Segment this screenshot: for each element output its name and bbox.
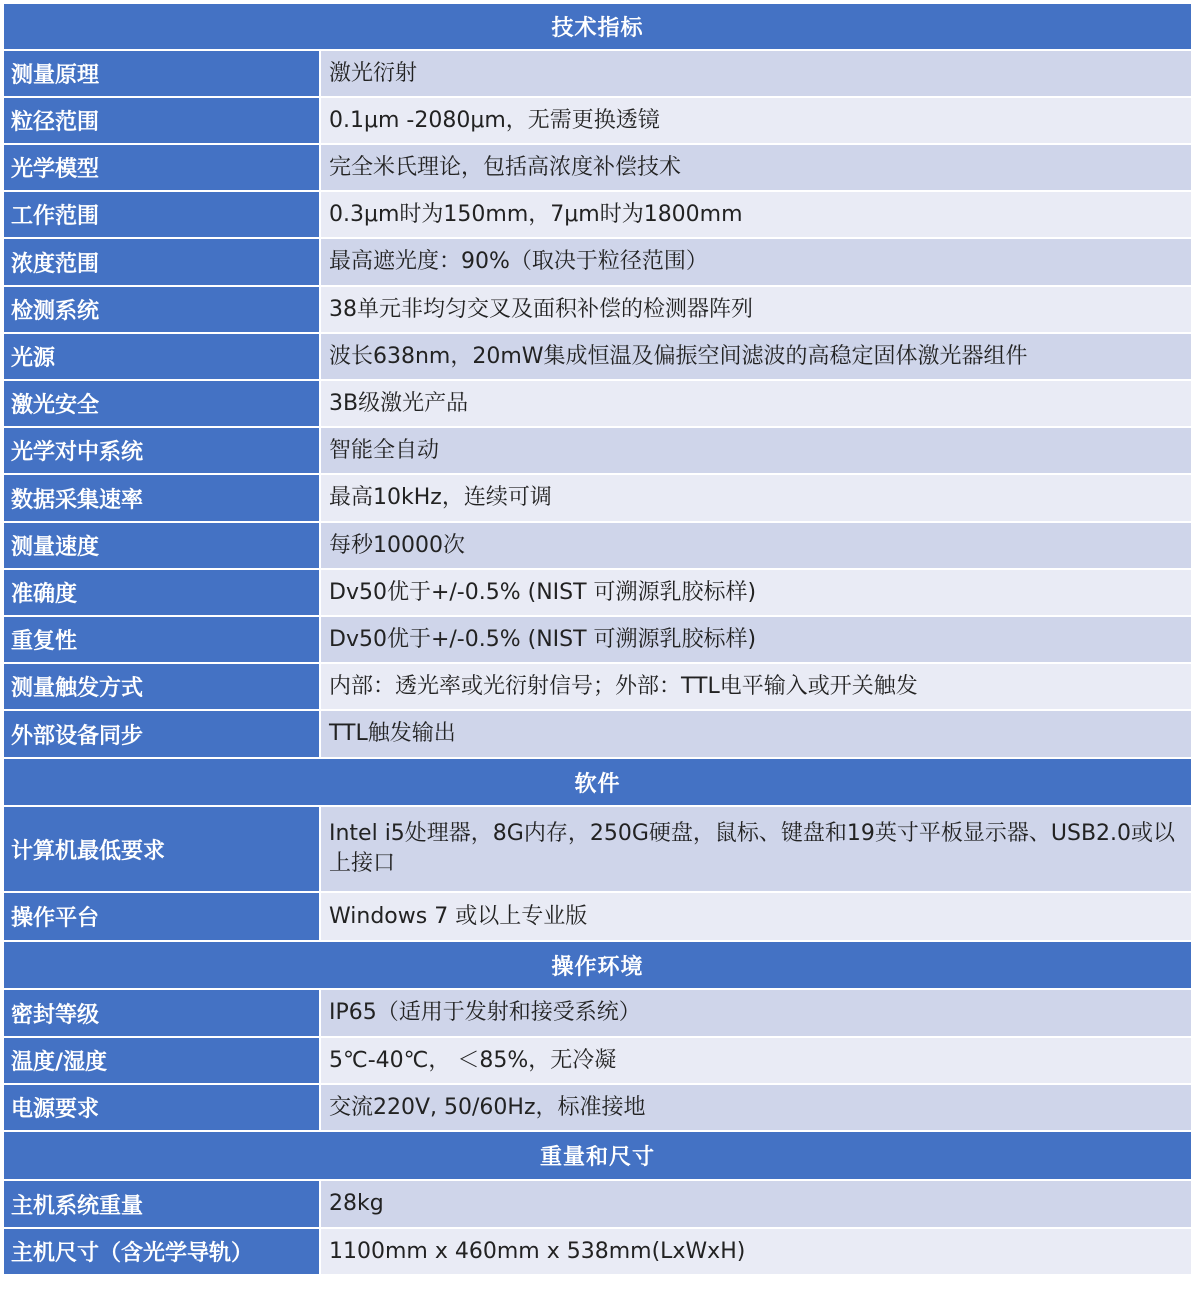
row-value: TTL触发输出 xyxy=(320,710,1192,758)
row-value: 交流220V, 50/60Hz，标准接地 xyxy=(320,1084,1192,1131)
row-label: 主机尺寸（含光学导轨） xyxy=(3,1228,320,1275)
table-row xyxy=(3,474,1192,522)
row-label: 密封等级 xyxy=(3,989,320,1037)
table-row xyxy=(3,989,1192,1037)
row-value: 最高10kHz，连续可调 xyxy=(320,474,1192,522)
row-value: 0.1μm -2080μm，无需更换透镜 xyxy=(320,97,1192,144)
table-row xyxy=(3,144,1192,191)
row-value: Intel i5处理器，8G内存，250G硬盘，鼠标、键盘和19英寸平板显示器、USB2.0或以上接口 xyxy=(320,806,1192,892)
table-row xyxy=(3,191,1192,238)
row-value: IP65（适用于发射和接受系统） xyxy=(320,989,1192,1037)
row-label: 操作平台 xyxy=(3,892,320,941)
row-label: 工作范围 xyxy=(3,191,320,238)
row-value: 最高遮光度：90%（取决于粒径范围） xyxy=(320,238,1192,286)
section-header xyxy=(3,941,1192,989)
row-value: 激光衍射 xyxy=(320,50,1192,97)
table-row xyxy=(3,569,1192,616)
section-title: 重量和尺寸 xyxy=(3,1131,1192,1180)
section-header xyxy=(3,1131,1192,1180)
row-label: 电源要求 xyxy=(3,1084,320,1131)
row-label: 准确度 xyxy=(3,569,320,616)
row-label: 计算机最低要求 xyxy=(3,806,320,892)
row-value: 0.3μm时为150mm，7μm时为1800mm xyxy=(320,191,1192,238)
row-label: 测量原理 xyxy=(3,50,320,97)
row-label: 数据采集速率 xyxy=(3,474,320,522)
row-value: 1100mm x 460mm x 538mm(LxWxH) xyxy=(320,1228,1192,1275)
row-label: 测量速度 xyxy=(3,522,320,569)
row-value: Windows 7 或以上专业版 xyxy=(320,892,1192,941)
row-value: 内部：透光率或光衍射信号；外部：TTL电平输入或开关触发 xyxy=(320,663,1192,710)
table-row xyxy=(3,333,1192,380)
row-label: 检测系统 xyxy=(3,286,320,333)
row-label: 粒径范围 xyxy=(3,97,320,144)
table-row xyxy=(3,806,1192,892)
table-row xyxy=(3,238,1192,286)
row-value: 28kg xyxy=(320,1180,1192,1228)
row-label: 主机系统重量 xyxy=(3,1180,320,1228)
table-row xyxy=(3,522,1192,569)
row-value: 5℃-40℃， ＜85%，无冷凝 xyxy=(320,1037,1192,1084)
table-row xyxy=(3,380,1192,427)
row-label: 光学对中系统 xyxy=(3,427,320,474)
row-value: 每秒10000次 xyxy=(320,522,1192,569)
table-row xyxy=(3,50,1192,97)
table-row xyxy=(3,427,1192,474)
table-row xyxy=(3,892,1192,941)
row-value: 波长638nm，20mW集成恒温及偏振空间滤波的高稳定固体激光器组件 xyxy=(320,333,1192,380)
table-row xyxy=(3,1084,1192,1131)
row-label: 重复性 xyxy=(3,616,320,663)
section-title: 技术指标 xyxy=(3,3,1192,50)
table-row xyxy=(3,97,1192,144)
row-label: 测量触发方式 xyxy=(3,663,320,710)
row-label: 激光安全 xyxy=(3,380,320,427)
row-value: 38单元非均匀交叉及面积补偿的检测器阵列 xyxy=(320,286,1192,333)
table-row xyxy=(3,1228,1192,1275)
spec-table xyxy=(2,2,1193,1276)
row-label: 温度/湿度 xyxy=(3,1037,320,1084)
row-value: 3B级激光产品 xyxy=(320,380,1192,427)
table-row xyxy=(3,1037,1192,1084)
row-label: 光学模型 xyxy=(3,144,320,191)
table-row xyxy=(3,663,1192,710)
table-row xyxy=(3,616,1192,663)
table-row xyxy=(3,1180,1192,1228)
section-title: 软件 xyxy=(3,758,1192,806)
section-header xyxy=(3,3,1192,50)
row-value: Dv50优于+/-0.5% (NIST 可溯源乳胶标样) xyxy=(320,616,1192,663)
table-row xyxy=(3,710,1192,758)
row-label: 光源 xyxy=(3,333,320,380)
row-value: 完全米氏理论，包括高浓度补偿技术 xyxy=(320,144,1192,191)
row-value: Dv50优于+/-0.5% (NIST 可溯源乳胶标样) xyxy=(320,569,1192,616)
section-title: 操作环境 xyxy=(3,941,1192,989)
table-row xyxy=(3,286,1192,333)
row-value: 智能全自动 xyxy=(320,427,1192,474)
section-header xyxy=(3,758,1192,806)
row-label: 外部设备同步 xyxy=(3,710,320,758)
row-label: 浓度范围 xyxy=(3,238,320,286)
